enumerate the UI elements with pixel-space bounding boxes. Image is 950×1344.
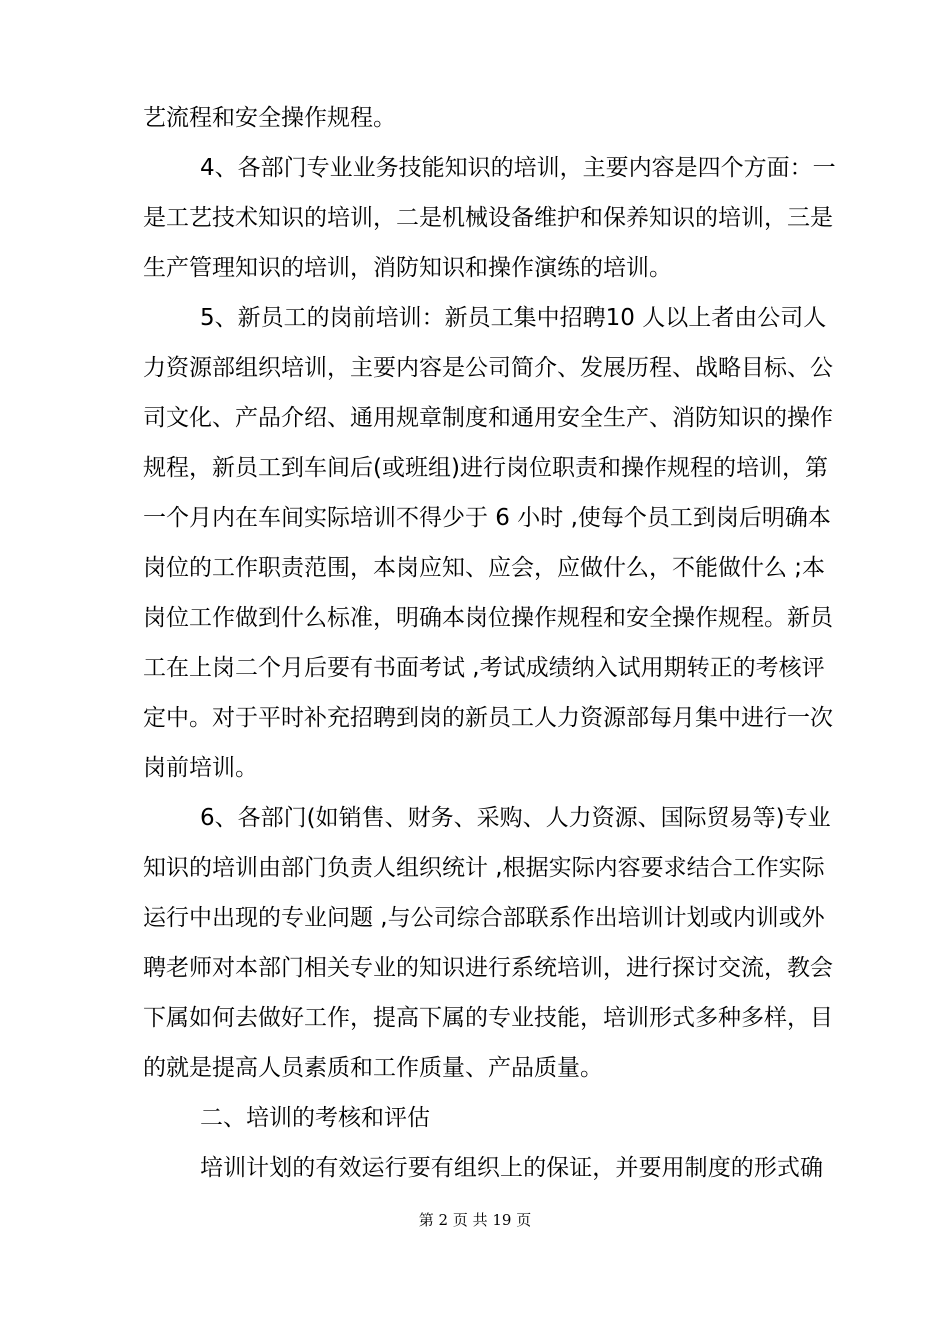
text-line: 的就是提高人员素质和工作质量、产品质量。: [143, 1055, 603, 1081]
text-line: 聘老师对本部门相关专业的知识进行系统培训，进行探讨交流，教会: [143, 955, 833, 981]
text-line: 是工艺技术知识的培训，二是机械设备维护和保养知识的培训，三是: [143, 205, 833, 231]
text-line: 生产管理知识的培训，消防知识和操作演练的培训。: [143, 255, 672, 281]
text-line: 知识的培训由部门负责人组织统计 ,根据实际内容要求结合工作实际: [143, 855, 825, 881]
document-body: [143, 93, 836, 1193]
text-line: 6、各部门(如销售、财务、采购、人力资源、国际贸易等)专业: [200, 805, 831, 831]
text-line: 下属如何去做好工作，提高下属的专业技能，培训形式多种多样，目: [143, 1005, 833, 1031]
text-line: 岗前培训。: [143, 755, 258, 781]
page-number-footer: 第 2 页 共 19 页: [418, 1211, 532, 1229]
text-line: 岗位工作做到什么标准，明确本岗位操作规程和安全操作规程。新员: [143, 605, 833, 631]
text-line: 5、新员工的岗前培训：新员工集中招聘10 人以上者由公司人: [200, 305, 827, 331]
text-line: 定中。对于平时补充招聘到岗的新员工人力资源部每月集中进行一次: [143, 705, 833, 731]
text-line: 力资源部组织培训，主要内容是公司简介、发展历程、战略目标、公: [143, 355, 833, 381]
text-line: 4、各部门专业业务技能知识的培训，主要内容是四个方面：一: [200, 155, 836, 181]
text-line: 岗位的工作职责范围，本岗应知、应会，应做什么，不能做什么 ;本: [143, 555, 826, 581]
text-line: 运行中出现的专业问题 ,与公司综合部联系作出培训计划或内训或外: [143, 905, 825, 931]
text-line: 司文化、产品介绍、通用规章制度和通用安全生产、消防知识的操作: [143, 405, 833, 431]
section-heading: 二、培训的考核和评估: [200, 1105, 430, 1131]
text-line: 一个月内在车间实际培训不得少于 6 小时 ,使每个员工到岗后明确本: [143, 505, 831, 531]
text-line: 艺流程和安全操作规程。: [143, 105, 396, 131]
text-line: 培训计划的有效运行要有组织上的保证，并要用制度的形式确: [200, 1155, 823, 1181]
text-line: 工在上岗二个月后要有书面考试 ,考试成绩纳入试用期转正的考核评: [143, 655, 825, 681]
text-line: 规程，新员工到车间后(或班组)进行岗位职责和操作规程的培训，第: [143, 455, 828, 481]
